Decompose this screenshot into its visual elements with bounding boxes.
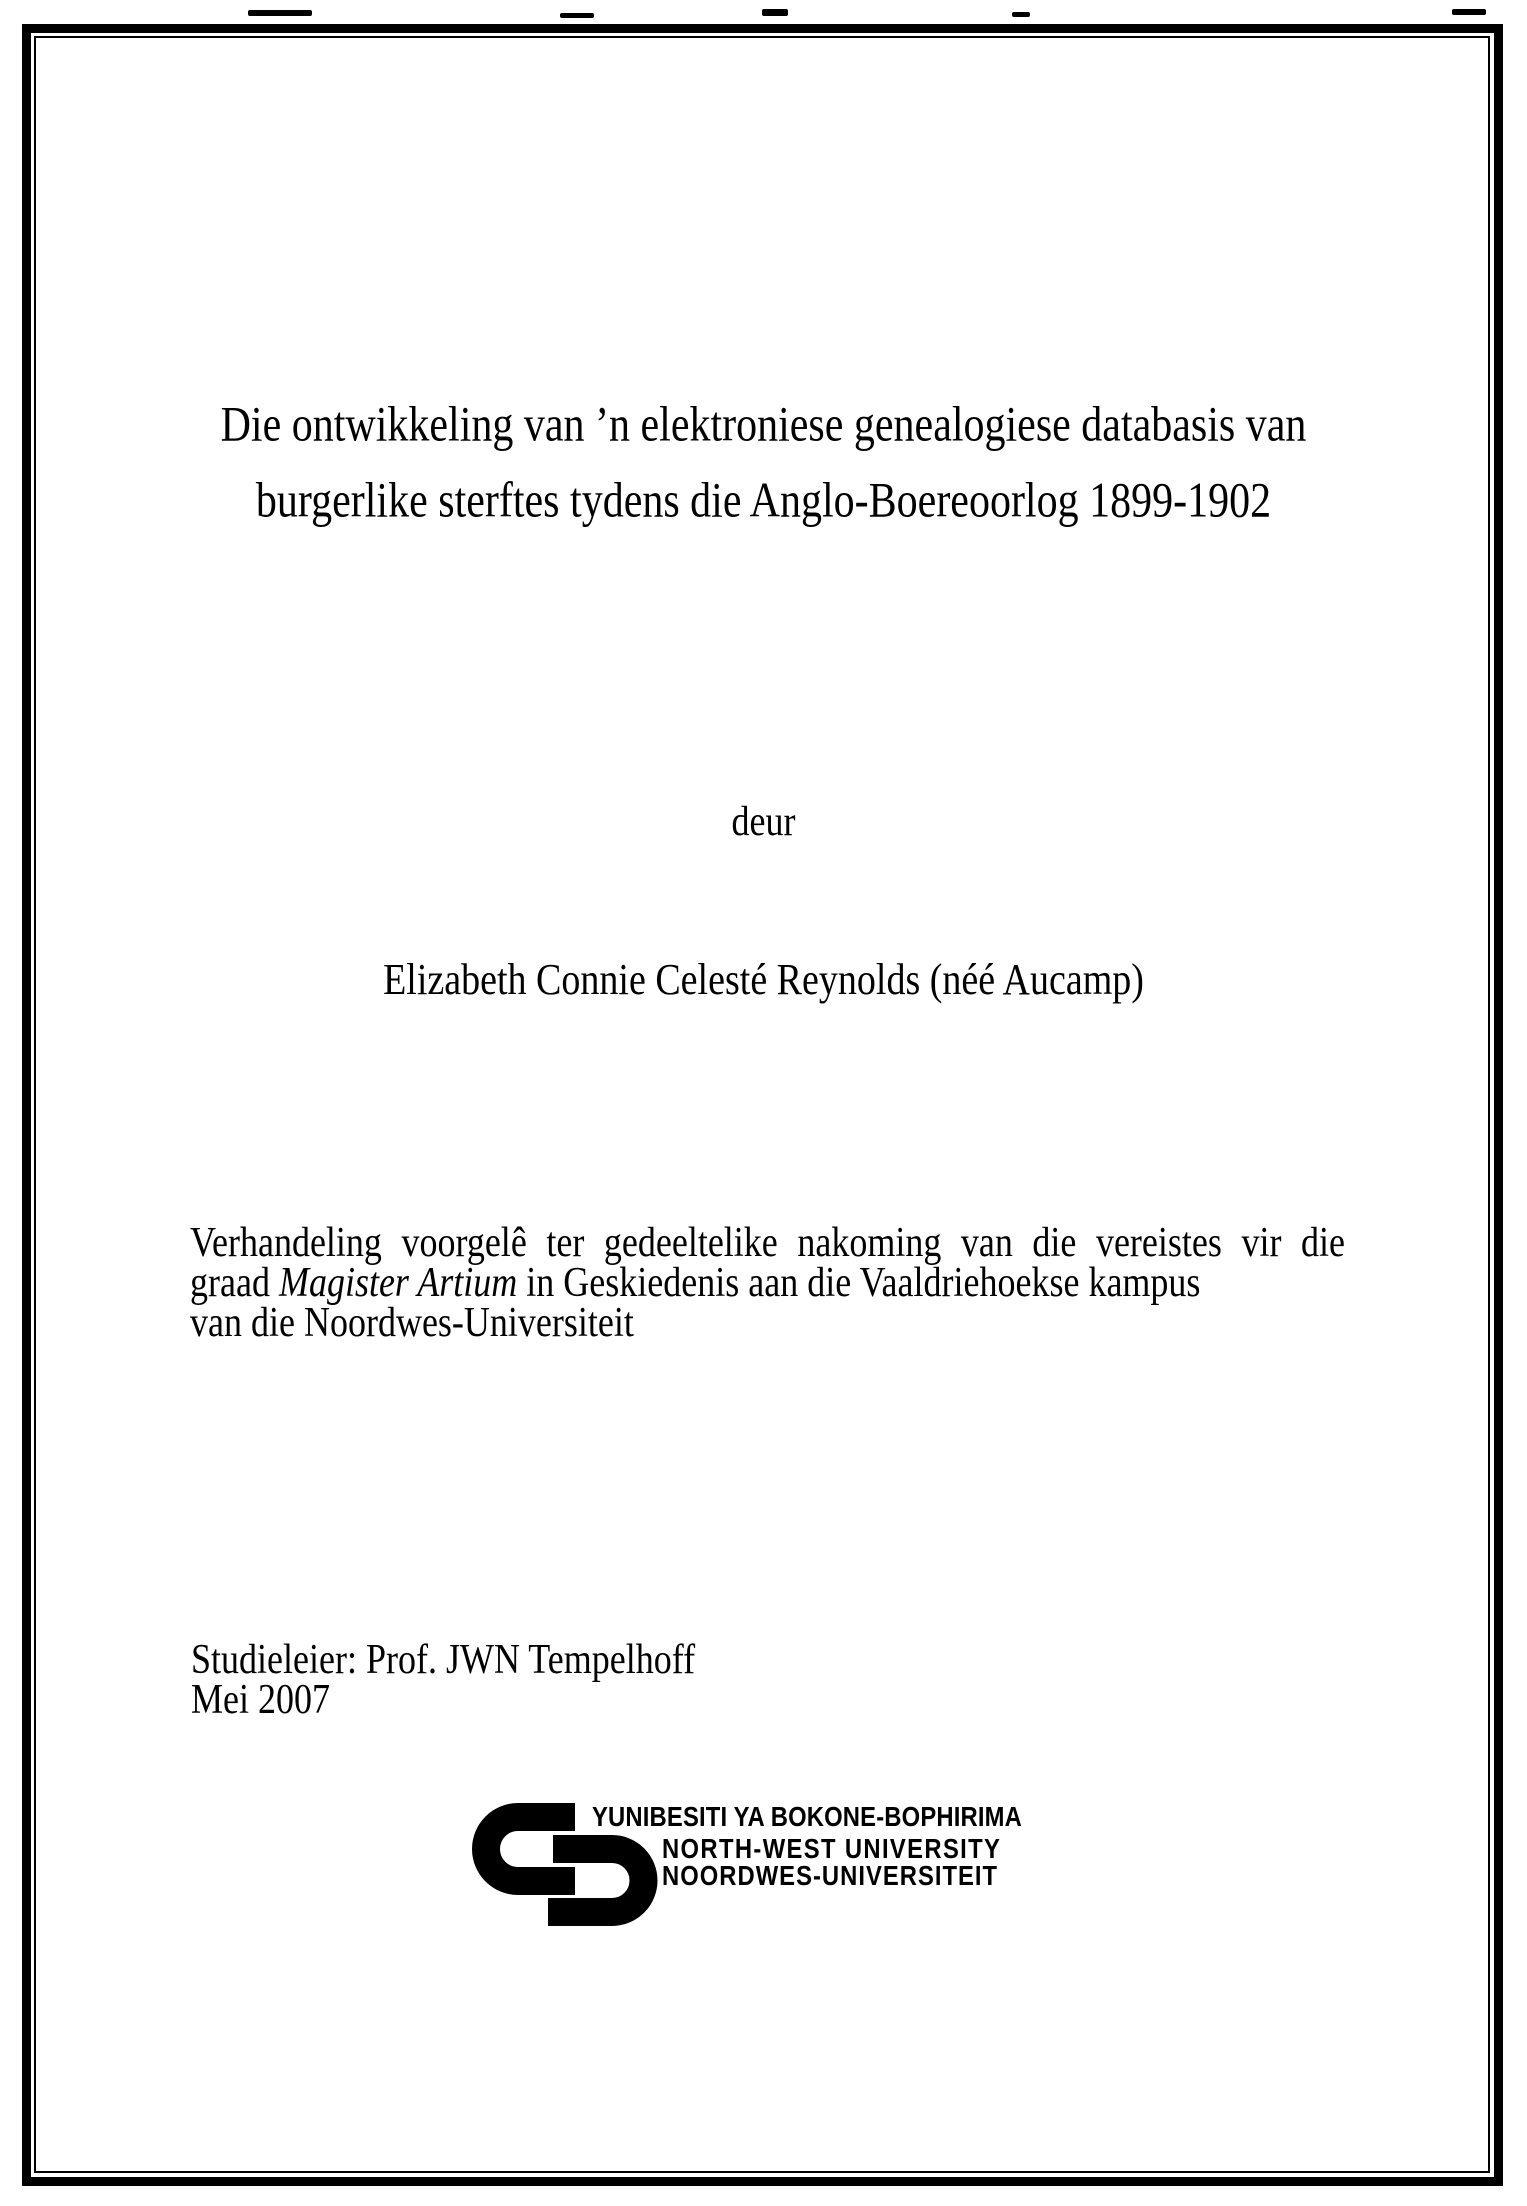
statement-line-3: van die Noordwes-Universiteit	[190, 1298, 634, 1346]
logo-name-setswana: YUNIBESITI YA BOKONE-BOPHIRIMA	[592, 1801, 1023, 1832]
title-line-1: Die ontwikkeling van ’n elektroniese genealogiese databasis van	[220, 397, 1307, 453]
scan-artifact	[1452, 9, 1486, 15]
scan-artifact	[1012, 12, 1030, 17]
scan-artifact	[560, 13, 594, 18]
scan-artifact	[248, 10, 312, 16]
title-line-2: burgerlike sterftes tydens die Anglo-Boereoorlog 1899-1902	[255, 473, 1272, 529]
logo-name-english: NORTH-WEST UNIVERSITY	[662, 1833, 1002, 1864]
date-line: Mei 2007	[191, 1675, 330, 1723]
statement-line-2-suffix: in Geskiedenis aan die Vaaldriehoekse kampus	[517, 1258, 1201, 1306]
logo-name-afrikaans: NOORDWES-UNIVERSITEIT	[662, 1860, 999, 1891]
supervisor-block	[191, 1635, 696, 1723]
statement-line-1: Verhandeling voorgelê ter gedeeltelike nakoming van die vereistes vir die	[190, 1218, 1345, 1266]
degree-name: Magister Artium	[278, 1258, 518, 1306]
author-name: Elizabeth Connie Celesté Reynolds (néé Aucamp)	[383, 955, 1144, 1005]
scan-artifact	[762, 9, 788, 16]
degree-statement	[190, 1218, 1345, 1346]
supervisor-line: Studieleier: Prof. JWN Tempelhoff	[191, 1635, 696, 1683]
statement-line-2-prefix: graad	[190, 1258, 279, 1306]
byline: deur	[731, 797, 796, 845]
